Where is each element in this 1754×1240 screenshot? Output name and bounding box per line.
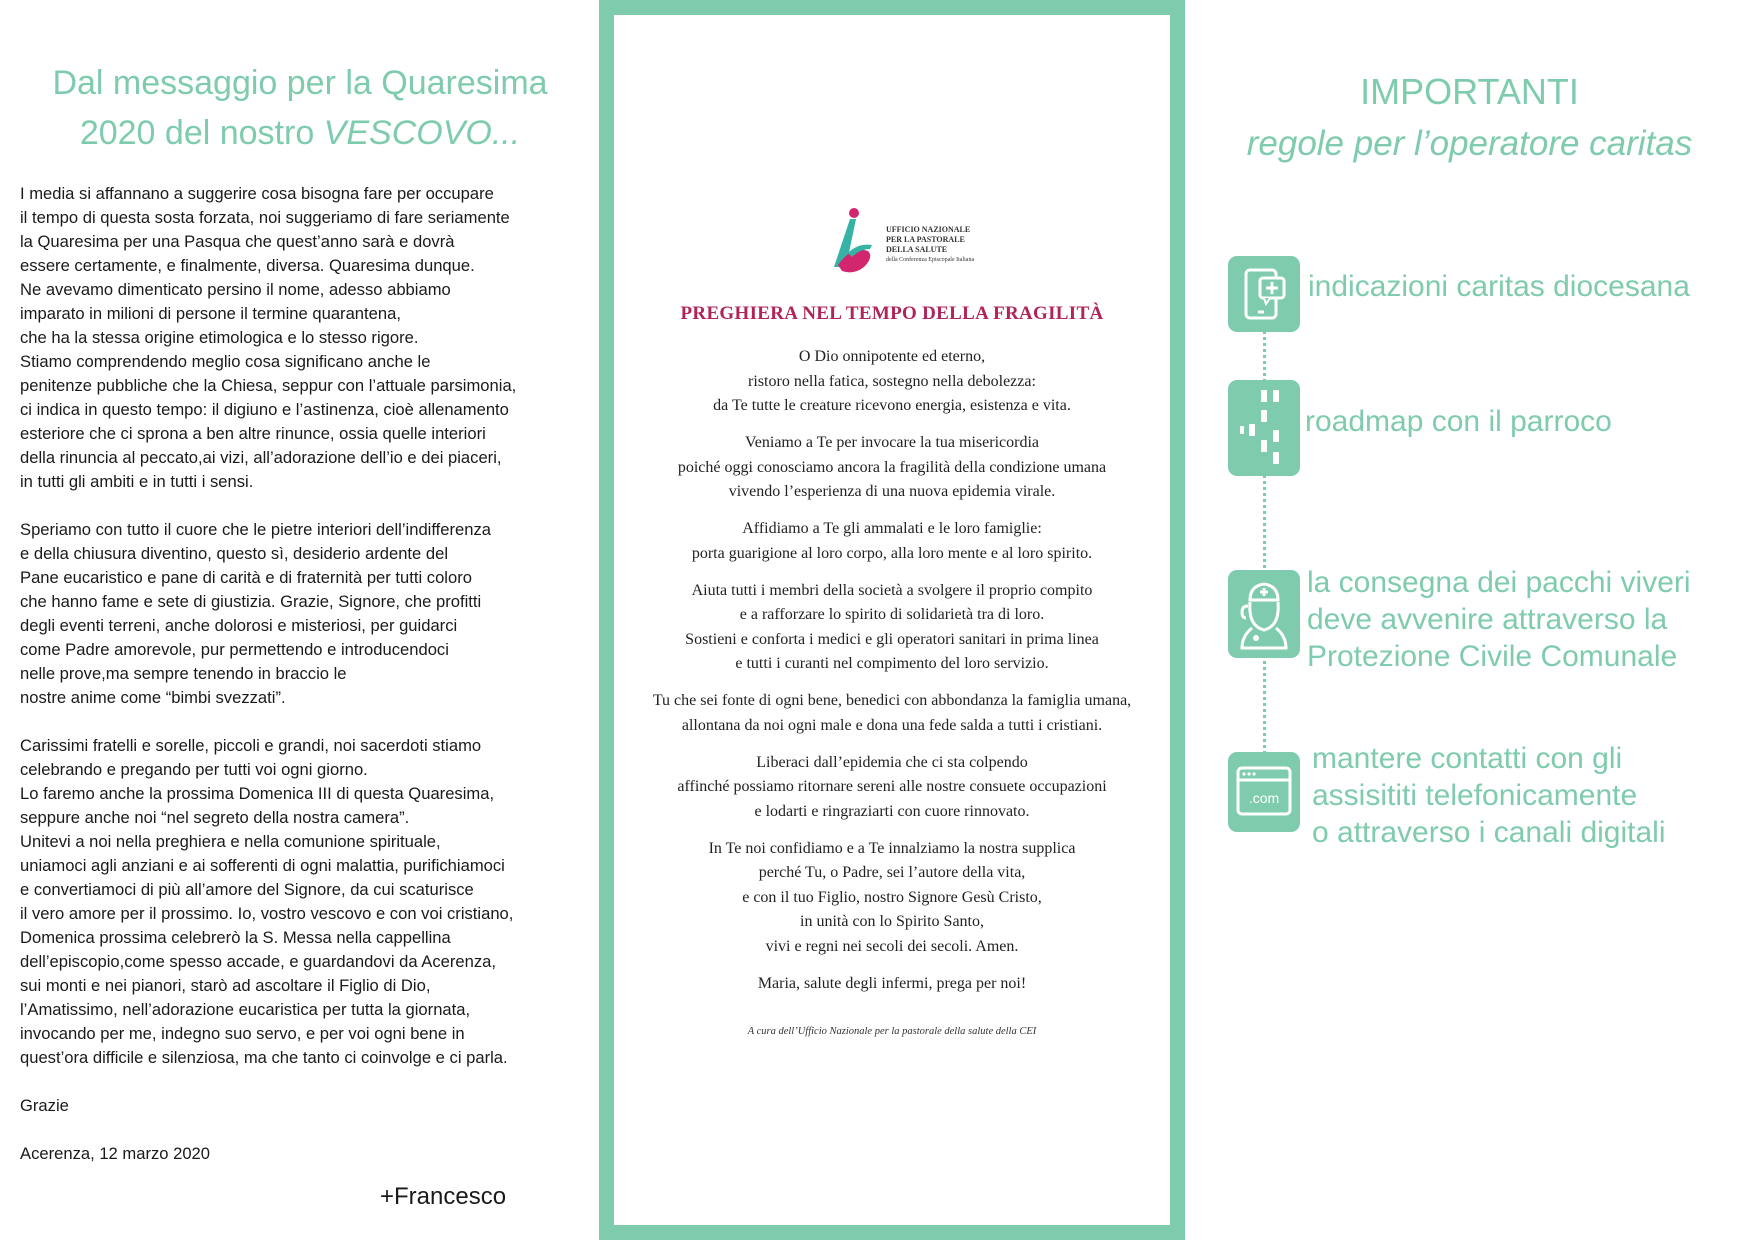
letter-line: uniamoci agli anziani e ai sofferenti di ogni malattia, purifichiamoci bbox=[20, 856, 505, 875]
office-logo bbox=[824, 205, 994, 285]
letter-paragraph bbox=[20, 518, 600, 710]
letter-paragraph bbox=[20, 182, 600, 494]
prayer-title: PREGHIERA NEL TEMPO DELLA FRAGILITÀ bbox=[680, 303, 1104, 324]
logo-line: PER LA PASTORALE bbox=[886, 235, 965, 244]
letter-line: e della chiusura diventino, questo sì, desiderio ardente del bbox=[20, 544, 449, 563]
rules-subtitle: regole per l’operatore caritas bbox=[1246, 124, 1693, 163]
message-title-line2 bbox=[0, 108, 600, 158]
letter-line: che hanno fame e sete di giustizia. Grazie, Signore, che profitti bbox=[20, 592, 482, 611]
prayer-line: Tu che sei fonte di ogni bene, benedici con abbondanza la famiglia umana, bbox=[652, 692, 1132, 709]
prayer-line: in unità con lo Spirito Santo, bbox=[800, 913, 984, 930]
letter-line: Grazie bbox=[20, 1096, 69, 1115]
rule-text-line: roadmap con il parroco bbox=[1305, 405, 1612, 438]
letter-line: ci indica in questo tempo: il digiuno e l’astinenza, cioè allenamento bbox=[20, 400, 509, 419]
prayer-line: In Te noi confidiamo e a Te innalziamo la nostra supplica bbox=[708, 839, 1076, 857]
letter-line: Speriamo con tutto il cuore che le pietre interiori dell’indifferenza bbox=[20, 520, 492, 539]
prayer-stanza bbox=[614, 837, 1170, 960]
letter-line: Lo faremo anche la prossima Domenica III di questa Quaresima, bbox=[20, 784, 495, 803]
letter-line: invocando per me, indegno suo servo, e per voi ogni bene in bbox=[20, 1024, 465, 1043]
message-title-emphasis: VESCOVO... bbox=[323, 114, 521, 152]
letter-line: e convertiamoci di più all’amore del Signore, da cui scaturisce bbox=[20, 880, 474, 899]
letter-line: la Quaresima per una Pasqua che quest’anno sarà e dovrà bbox=[20, 232, 455, 251]
letter-line: il tempo di questa sosta forzata, noi suggeriamo di fare seriamente bbox=[20, 208, 510, 227]
rule-text-line: deve avvenire attraverso la bbox=[1307, 603, 1668, 636]
prayer-line: da Te tutte le creature ricevono energia, esistenza e vita. bbox=[713, 397, 1071, 414]
rule-item-caritas bbox=[1308, 268, 1690, 305]
rule-item-roadmap bbox=[1305, 403, 1612, 440]
letter-body bbox=[20, 182, 600, 1190]
signature: +Francesco bbox=[380, 1183, 507, 1210]
prayer-credit: A cura dell’Ufficio Nazionale per la pastorale della salute della CEI bbox=[747, 1026, 1037, 1037]
roadmap-icon bbox=[1228, 380, 1300, 476]
prayer-line: e con il tuo Figlio, nostro Signore Gesù Cristo, bbox=[742, 888, 1042, 906]
prayer-line: vivi e regni nei secoli dei secoli. Amen. bbox=[765, 937, 1019, 955]
letter-line: celebrando e pregando per tutti voi ogni giorno. bbox=[20, 760, 368, 779]
letter-line: degli eventi terreni, anche dolorosi e misteriosi, per guidarci bbox=[20, 616, 458, 635]
svg-text:.com: .com bbox=[1248, 790, 1280, 806]
letter-line: essere certamente, e finalmente, diversa. Quaresima dunque. bbox=[20, 256, 475, 275]
prayer-line: poiché oggi conosciamo ancora la fragilità della condizione umana bbox=[677, 458, 1107, 476]
letter-line: seppure anche noi “nel segreto della nostra camera”. bbox=[20, 808, 410, 827]
rules-title: IMPORTANTI bbox=[1360, 71, 1579, 112]
tablet-medical-icon bbox=[1228, 256, 1300, 332]
prayer-line: O Dio onnipotente ed eterno, bbox=[798, 348, 986, 365]
rule-text-line: assisititi telefonicamente bbox=[1312, 779, 1638, 812]
letter-line: Pane eucaristico e pane di carità e di fraternità per tutti coloro bbox=[20, 568, 472, 587]
letter-line: imparato in milioni di persone il termine quarantena, bbox=[20, 304, 401, 323]
prayer-line: e a rafforzare lo spirito di solidarietà tra di loro. bbox=[739, 606, 1045, 623]
prayer-line: Veniamo a Te per invocare la tua misericordia bbox=[744, 434, 1039, 451]
prayer-line: affinché possiamo ritornare sereni alle nostre consuete occupazioni bbox=[677, 778, 1107, 795]
letter-line: Acerenza, 12 marzo 2020 bbox=[20, 1144, 211, 1163]
letter-line: nelle prove,ma sempre tenendo in braccio le bbox=[20, 664, 347, 683]
rules-column bbox=[1185, 0, 1754, 1240]
prayer-frame bbox=[599, 0, 1185, 1240]
rule-text-line: o attraverso i canali digitali bbox=[1312, 816, 1666, 849]
prayer-stanza bbox=[614, 751, 1170, 825]
prayer-line: e tutti i curanti nel compimento del loro servizio. bbox=[735, 655, 1049, 672]
rule-text-line: la consegna dei pacchi viveri bbox=[1307, 566, 1691, 599]
logo-figure-icon bbox=[824, 205, 884, 285]
letter-line: della rinuncia al peccato,ai vizi, all’adorazione dell’io e dei piaceri, bbox=[20, 448, 502, 467]
letter-paragraph bbox=[20, 1142, 600, 1166]
rule-text-line: mantere contatti con gli bbox=[1312, 742, 1623, 775]
rule-item-contacts bbox=[1312, 740, 1666, 851]
logo-line: UFFICIO NAZIONALE bbox=[886, 225, 971, 234]
prayer-line: allontana da noi ogni male e dona una fede salda a tutti i cristiani. bbox=[681, 716, 1103, 734]
prayer-line: vivendo l’esperienza di una nuova epidemia virale. bbox=[728, 483, 1056, 500]
letter-line: che ha la stessa origine etimologica e lo stesso rigore. bbox=[20, 328, 419, 347]
prayer-stanza bbox=[614, 689, 1170, 738]
letter-line: in tutti gli ambiti e in tutti i sensi. bbox=[20, 472, 254, 491]
letter-line: Ne avevamo dimenticato persino il nome, adesso abbiamo bbox=[20, 280, 451, 299]
logo-line: DELLA SALUTE bbox=[886, 245, 948, 254]
prayer-line: ristoro nella fatica, sostegno nella debolezza: bbox=[748, 372, 1036, 390]
letter-line: Unitevi a noi nella preghiera e nella comunione spirituale, bbox=[20, 832, 441, 851]
letter-line: sui monti e nei pianori, starò ad ascoltare il Figlio di Dio, bbox=[20, 976, 431, 995]
message-title bbox=[0, 58, 600, 158]
prayer-stanza bbox=[614, 431, 1170, 505]
letter-line: l’Amatissimo, nell’adorazione eucaristica per tutta la giornata, bbox=[20, 1000, 471, 1019]
bishop-message-column bbox=[0, 0, 600, 1240]
prayer-line: perché Tu, o Padre, sei l’autore della vita, bbox=[758, 864, 1026, 881]
rule-text-line: Protezione Civile Comunale bbox=[1307, 640, 1678, 673]
letter-line: Domenica prossima celebrerò la S. Messa nella cappellina bbox=[20, 928, 451, 947]
letter-line: Stiamo comprendendo meglio cosa significano anche le bbox=[20, 352, 431, 371]
prayer-line: Affidiamo a Te gli ammalati e le loro famiglie: bbox=[742, 520, 1042, 537]
prayer-stanza bbox=[614, 579, 1170, 677]
letter-line: esteriore che ci sprona a ben altre rinunce, ossia quelle interiori bbox=[20, 424, 486, 443]
rule-text-line: indicazioni caritas diocesana bbox=[1308, 270, 1690, 303]
letter-line: Carissimi fratelli e sorelle, piccoli e grandi, noi sacerdoti stiamo bbox=[20, 736, 482, 755]
logo-subline: della Conferenza Episcopale Italiana bbox=[886, 257, 975, 263]
prayer-line: porta guarigione al loro corpo, alla loro mente e al loro spirito. bbox=[691, 544, 1093, 562]
prayer-line: Liberaci dall’epidemia che ci sta colpendo bbox=[756, 753, 1028, 771]
message-title-line1: Dal messaggio per la Quaresima bbox=[52, 64, 548, 102]
letter-line: nostre anime come “bimbi svezzati”. bbox=[20, 688, 286, 707]
letter-paragraph bbox=[20, 1094, 600, 1118]
prayer-line: Aiuta tutti i membri della società a svolgere il proprio compito bbox=[691, 581, 1093, 599]
letter-line: I media si affannano a suggerire cosa bisogna fare per occupare bbox=[20, 184, 494, 203]
prayer-text bbox=[614, 345, 1170, 1009]
letter-line: quest’ora difficile e silenziosa, ma che tanto ci coinvolge e ci parla. bbox=[20, 1048, 508, 1067]
office-logo-text bbox=[886, 225, 974, 265]
letter-line: il vero amore per il prossimo. Io, vostro vescovo e con voi cristiano, bbox=[20, 904, 514, 923]
prayer-stanza bbox=[614, 972, 1170, 997]
rule-item-delivery bbox=[1307, 564, 1691, 675]
letter-line: come Padre amorevole, pur permettendo e introducendoci bbox=[20, 640, 449, 659]
letter-line: dell’episcopio,come spesso accade, e guardandovi da Acerenza, bbox=[20, 952, 496, 971]
prayer-line: Maria, salute degli infermi, prega per noi! bbox=[757, 974, 1027, 992]
nurse-icon bbox=[1228, 570, 1300, 658]
letter-line: penitenze pubbliche che la Chiesa, seppur con l’attuale parsimonia, bbox=[20, 376, 517, 395]
message-title-prefix: 2020 del nostro bbox=[79, 114, 324, 152]
prayer-stanza bbox=[614, 345, 1170, 419]
prayer-line: e lodarti e ringraziarti con cuore rinnovato. bbox=[754, 802, 1030, 820]
prayer-sheet bbox=[614, 15, 1170, 1225]
letter-paragraph bbox=[20, 734, 600, 1070]
prayer-line: Sostieni e conforta i medici e gli operatori sanitari in prima linea bbox=[685, 630, 1099, 648]
dotcom-browser-icon bbox=[1228, 752, 1300, 832]
prayer-stanza bbox=[614, 517, 1170, 566]
